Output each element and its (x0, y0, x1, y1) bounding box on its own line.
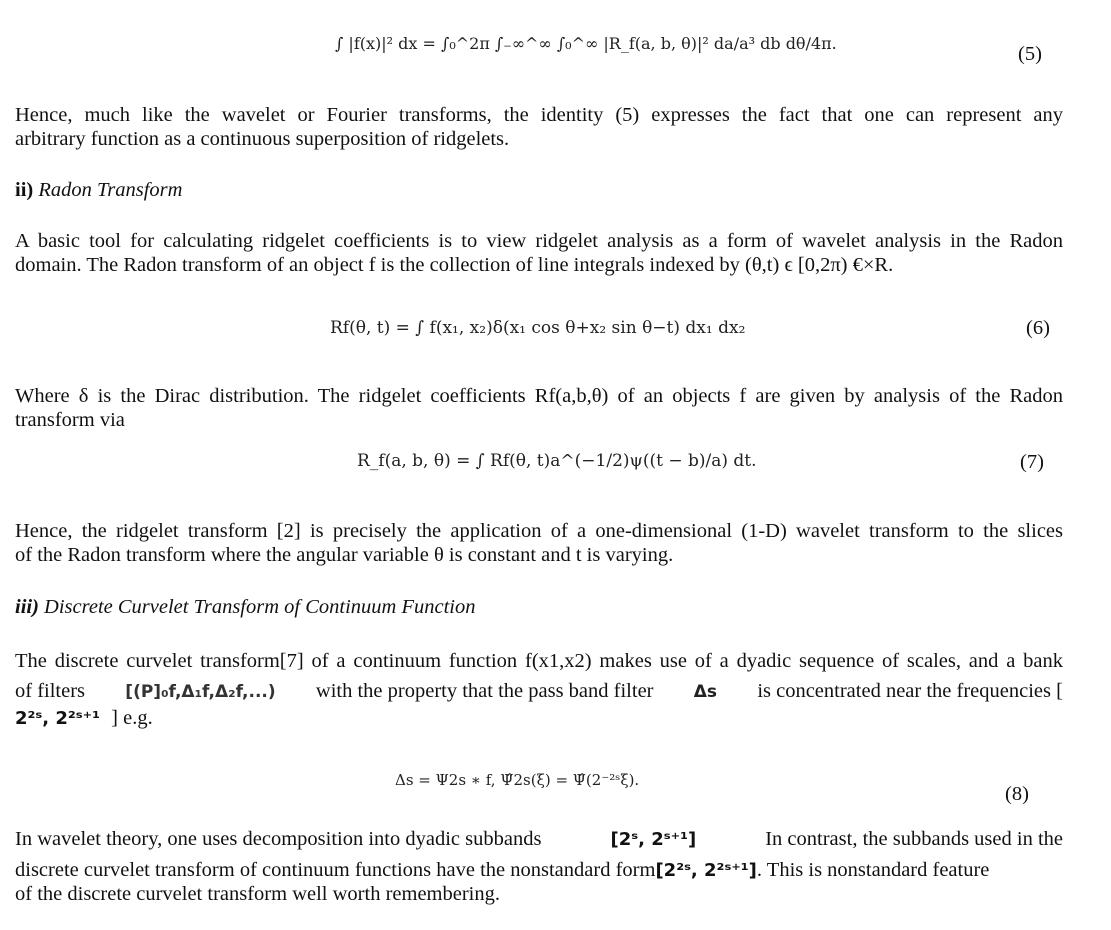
section-heading-curvelet (15, 595, 1063, 619)
nonstandard-subband-math: [2²ˢ, 2²ˢ⁺¹] (655, 860, 757, 881)
paragraph-line: A basic tool for calculating ridgelet coefficients is to view ridgelet analysis as a form of wavelet analysis in the Radon (15, 230, 1063, 252)
text-run: In wavelet theory, one uses decomposition into dyadic subbands (15, 828, 542, 850)
text-run: In contrast, the subbands used in the (765, 828, 1063, 850)
dyadic-subband-math: [2ˢ, 2ˢ⁺¹] (610, 829, 697, 850)
equation-8: Δs = Ψ2s ∗ f, Ψ̂2s(ξ) = Ψ̂(2⁻²ˢξ). (395, 771, 640, 789)
section-title: Discrete Curvelet Transform of Continuum Function (44, 596, 476, 618)
paragraph-line (15, 827, 1063, 852)
equation-5: ∫ |f(x)|² dx = ∫₀^2π ∫₋∞^∞ ∫₀^∞ |R_f(a, b, θ)|² da/a³ db dθ/4π. (335, 34, 837, 53)
equation-5-number: (5) (1018, 43, 1042, 65)
paragraph-line: domain. The Radon transform of an object f is the collection of line integrals indexed by (θ,t) ϵ [0,2π) €×R. (15, 254, 894, 276)
delta-s-math: Δs (693, 682, 718, 702)
text-run: ] e.g. (111, 707, 153, 729)
filter-bank-math: [(P]₀f,Δ₁f,Δ₂f,...) (125, 682, 276, 702)
text-run: with the property that the pass band filter (315, 680, 654, 702)
equation-7: R_f(a, b, θ) = ∫ Rf(θ, t)a^(−1/2)ψ((t − b)/a) dt. (357, 451, 757, 471)
paragraph-line: Hence, much like the wavelet or Fourier transforms, the identity (5) expresses the fact that one can represent any (15, 104, 1063, 126)
section-number: iii) (15, 596, 39, 618)
equation-8-number: (8) (1005, 783, 1029, 805)
text-run: is concentrated near the frequencies [ (757, 680, 1063, 702)
text-run: discrete curvelet transform of continuum functions have the nonstandard form (15, 859, 656, 881)
equation-7-number: (7) (1020, 451, 1044, 473)
paragraph-line: arbitrary function as a continuous superposition of ridgelets. (15, 128, 510, 150)
paragraph-line: The discrete curvelet transform[7] of a continuum function f(x1,x2) makes use of a dyadic sequence of scales, and a bank (15, 650, 1063, 672)
paragraph-line (15, 706, 1063, 731)
text-run: of filters (15, 680, 86, 702)
paragraph-line: of the discrete curvelet transform well worth remembering. (15, 883, 500, 905)
paragraph-line (15, 679, 1063, 704)
section-title: Radon Transform (38, 179, 183, 201)
equation-6-number: (6) (1026, 317, 1050, 339)
paragraph-line: transform via (15, 409, 125, 431)
section-number: ii) (15, 179, 34, 201)
text-run: . This is nonstandard feature (756, 859, 990, 881)
equation-6: Rf(θ, t) = ∫ f(x₁, x₂)δ(x₁ cos θ+x₂ sin θ−t) dx₁ dx₂ (330, 318, 746, 338)
paragraph-line (15, 858, 1063, 883)
paragraph-line: Hence, the ridgelet transform [2] is precisely the application of a one-dimensional (1-D) wavelet transform to the slices (15, 520, 1063, 542)
paragraph-line: Where δ is the Dirac distribution. The ridgelet coefficients Rf(a,b,θ) of an objects f are given by analysis of the Radon (15, 385, 1063, 407)
frequency-band-math: 2²ˢ, 2²ˢ⁺¹ (15, 708, 101, 729)
paragraph-line: of the Radon transform where the angular variable θ is constant and t is varying. (15, 544, 674, 566)
section-heading-radon (15, 178, 1063, 202)
